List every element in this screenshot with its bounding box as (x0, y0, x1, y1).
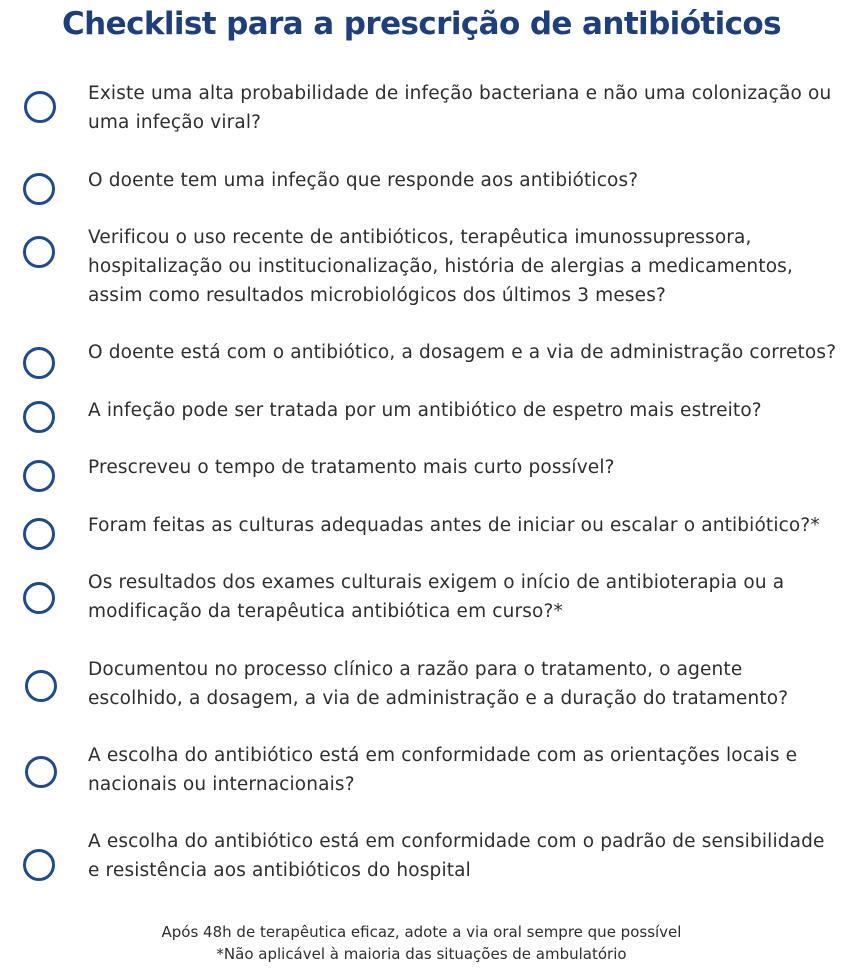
checkbox-circle-icon[interactable] (23, 173, 55, 205)
checklist-item-text: Prescreveu o tempo de tratamento mais curto possível? (88, 457, 615, 478)
checklist-item-text: O doente tem uma infeção que responde aos antibióticos? (88, 170, 639, 191)
checkbox-circle-icon[interactable] (25, 756, 57, 788)
checklist-item-text: Foram feitas as culturas adequadas antes de iniciar ou escalar o antibiótico?* (88, 515, 820, 536)
checkbox-circle-icon[interactable] (23, 401, 55, 433)
checkbox-circle-icon[interactable] (23, 347, 55, 379)
checkbox-circle-icon[interactable] (25, 670, 57, 702)
page-title: Checklist para a prescrição de antibióticos (62, 6, 781, 42)
checkbox-circle-icon[interactable] (23, 582, 55, 614)
checklist-item-text: Os resultados dos exames culturais exigem o início de antibioterapia ou a modificação da terapêutica antibiótica em curso?* (88, 572, 785, 622)
checklist-item-text: Verificou o uso recente de antibióticos, terapêutica imunossupressora, hospitalização ou institucionalização, história de alergias a medicamentos, assim como resultados microbiológicos dos últimos 3 meses? (88, 227, 793, 306)
checklist-item-text: Existe uma alta probabilidade de infeção bacteriana e não uma colonização ou uma infeção viral? (88, 83, 832, 133)
checkbox-circle-icon[interactable] (24, 91, 56, 123)
checkbox-circle-icon[interactable] (23, 460, 55, 492)
footer-note-ambulatory: *Não aplicável à maioria das situações de ambulatório (216, 945, 627, 963)
checklist-item-text: Documentou no processo clínico a razão para o tratamento, o agente escolhido, a dosagem, a via de administração e a duração do tratamento? (88, 659, 789, 709)
checklist-item-text: A escolha do antibiótico está em conformidade com o padrão de sensibilidade e resistência aos antibióticos do hospital (88, 831, 825, 881)
checkbox-circle-icon[interactable] (23, 518, 55, 550)
checkbox-circle-icon[interactable] (23, 849, 55, 881)
checklist-item-text: O doente está com o antibiótico, a dosagem e a via de administração corretos? (88, 342, 837, 363)
checklist-item-text: A infeção pode ser tratada por um antibiótico de espetro mais estreito? (88, 400, 762, 421)
checklist-item-text: A escolha do antibiótico está em conformidade com as orientações locais e nacionais ou internacionais? (88, 745, 798, 795)
footer-note-oral: Após 48h de terapêutica eficaz, adote a via oral sempre que possível (161, 923, 682, 941)
checkbox-circle-icon[interactable] (23, 236, 55, 268)
